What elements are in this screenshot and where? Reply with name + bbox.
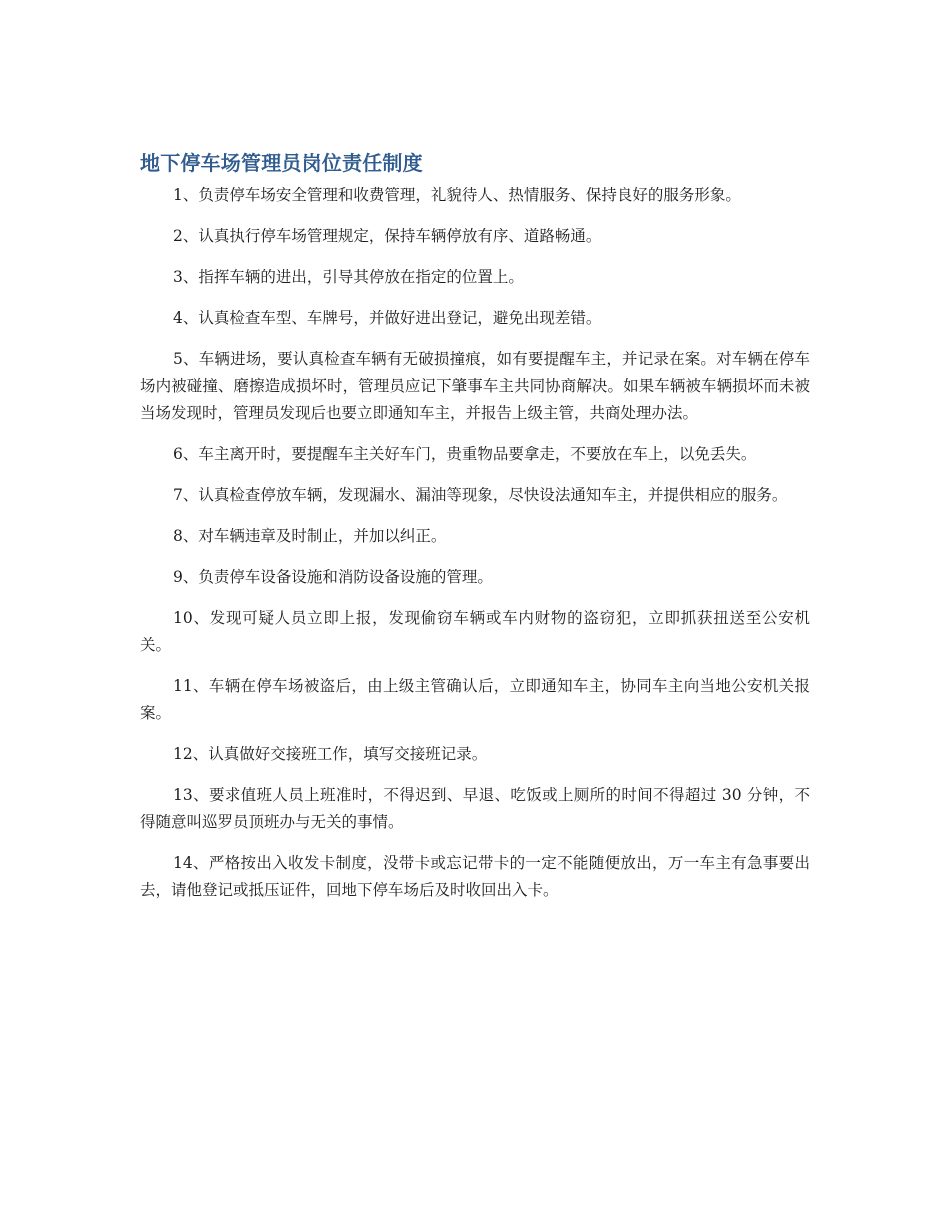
document-title: 地下停车场管理员岗位责任制度 xyxy=(140,151,423,175)
responsibility-item-14: 14、严格按出入收发卡制度，没带卡或忘记带卡的一定不能随便放出，万一车主有急事要出去，请他登记或抵压证件，回地下停车场后及时收回出入卡。 xyxy=(140,854,810,899)
responsibility-item-8: 8、对车辆违章及时制止，并加以纠正。 xyxy=(173,527,447,545)
responsibility-item-4: 4、认真检查车型、车牌号，并做好进出登记，避免出现差错。 xyxy=(173,309,602,327)
responsibility-item-7: 7、认真检查停放车辆，发现漏水、漏油等现象，尽快设法通知车主，并提供相应的服务。 xyxy=(173,486,788,504)
responsibility-item-5: 5、车辆进场，要认真检查车辆有无破损撞痕，如有要提醒车主，并记录在案。对车辆在停车场内被碰撞、磨擦造成损坏时，管理员应记下肇事车主共同协商解决。如果车辆被车辆损坏而未被当场发现时，管理员发现后也要立即通知车主，并报告上级主管，共商处理办法。 xyxy=(140,350,810,422)
responsibility-item-10: 10、发现可疑人员立即上报，发现偷窃车辆或车内财物的盗窃犯，立即抓获扭送至公安机关。 xyxy=(140,609,810,654)
responsibility-list xyxy=(140,182,810,904)
responsibility-item-11: 11、车辆在停车场被盗后，由上级主管确认后，立即通知车主，协同车主向当地公安机关报案。 xyxy=(140,677,810,722)
responsibility-item-6: 6、车主离开时，要提醒车主关好车门，贵重物品要拿走，不要放在车上，以免丢失。 xyxy=(173,445,757,463)
responsibility-item-2: 2、认真执行停车场管理规定，保持车辆停放有序、道路畅通。 xyxy=(173,227,602,245)
responsibility-item-3: 3、指挥车辆的进出，引导其停放在指定的位置上。 xyxy=(173,268,524,286)
document-body xyxy=(140,148,810,918)
responsibility-item-9: 9、负责停车设备设施和消防设备设施的管理。 xyxy=(173,568,493,586)
responsibility-item-1: 1、负责停车场安全管理和收费管理，礼貌待人、热情服务、保持良好的服务形象。 xyxy=(173,186,741,204)
responsibility-item-13: 13、要求值班人员上班准时，不得迟到、早退、吃饭或上厕所的时间不得超过 30 分钟，不得随意叫巡罗员顶班办与无关的事情。 xyxy=(140,786,810,831)
responsibility-item-12: 12、认真做好交接班工作，填写交接班记录。 xyxy=(173,745,488,763)
